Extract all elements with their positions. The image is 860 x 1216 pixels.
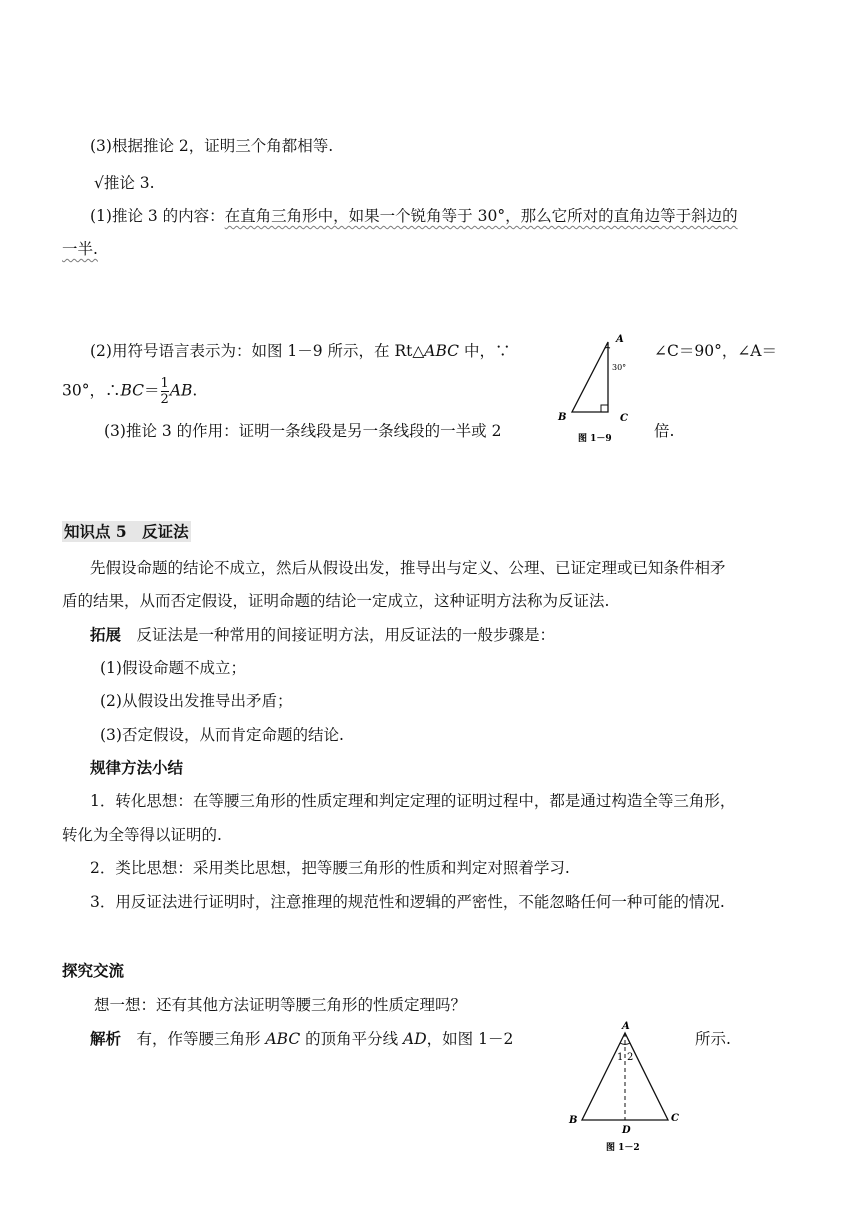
- fig12-label-a: A: [622, 1021, 630, 1032]
- equals-sign: ＝: [144, 381, 160, 400]
- definition-line-2: 盾的结果，从而否定假设，证明命题的结论一定成立，这种证明方法称为反证法.: [62, 592, 610, 610]
- fig19-caption: 图 1－9: [578, 434, 612, 444]
- extension-line: [90, 624, 555, 646]
- analysis-text-b: 的顶角平分线: [300, 1030, 404, 1048]
- extension-text: 反证法是一种常用的间接证明方法，用反证法的一般步骤是：: [121, 626, 556, 644]
- step-3: (3)否定假设，从而肯定命题的结论.: [100, 726, 344, 744]
- summary-2: 2．类比思想：采用类比思想，把等腰三角形的性质和判定对照着学习.: [90, 859, 570, 877]
- knowledge-point-5-heading: [62, 521, 191, 543]
- summary-3: 3．用反证法进行证明时，注意推理的规范性和逻辑的严密性，不能忽略任何一种可能的情况.: [90, 893, 725, 911]
- thirty-degrees: 30°，∴: [62, 381, 121, 400]
- frac-den: 2: [160, 392, 169, 407]
- fig19-angle-label: 30°: [612, 363, 627, 372]
- step-2: (2)从假设出发推导出矛盾；: [100, 692, 293, 710]
- symbol-text-a: (2)用符号语言表示为：如图 1－9 所示，在 Rt△: [90, 342, 425, 360]
- explore-question: 想一想：还有其他方法证明等腰三角形的性质定理吗？: [94, 996, 467, 1014]
- ab-label: AB: [169, 381, 193, 400]
- analysis-line: [90, 1028, 513, 1050]
- fig12-angle-2: 2: [627, 1052, 634, 1063]
- content-text: 在直角三角形中，如果一个锐角等于 30°，那么它所对的直角边等于斜边的: [224, 207, 738, 225]
- fig12-caption: 图 1－2: [606, 1143, 640, 1153]
- analysis-text-a: 有，作等腰三角形: [121, 1030, 266, 1048]
- frac-num: 1: [160, 376, 169, 391]
- fig12-angle-1: 1: [617, 1052, 624, 1063]
- item-3-text: (3)根据推论 2，证明三个角都相等.: [90, 137, 334, 155]
- explore-heading: 探究交流: [62, 961, 125, 980]
- definition-line-1: 先假设命题的结论不成立，然后从假设出发，推导出与定义、公理、已证定理或已知条件相矛: [90, 559, 726, 577]
- extension-label: 拓展: [90, 625, 122, 644]
- heading-text: 知识点 5 反证法: [64, 522, 189, 541]
- corollary-3-title: √推论 3.: [94, 174, 155, 192]
- period: .: [192, 381, 198, 400]
- summary-heading: 规律方法小结: [90, 758, 184, 777]
- corollary-3-role: (3)推论 3 的作用：证明一条线段是另一条线段的一半或 2: [104, 422, 502, 440]
- fig12-label-c: C: [671, 1113, 679, 1124]
- content-prefix: (1)推论 3 的内容：: [90, 207, 225, 225]
- symbol-abc: ABC: [424, 342, 460, 360]
- right-angle-mark: [601, 405, 608, 412]
- analysis-text-c: ，如图 1－2: [426, 1030, 514, 1048]
- symbol-language-line: [90, 340, 510, 362]
- content-cont: 一半.: [62, 240, 98, 258]
- fig12-label-b: B: [569, 1115, 578, 1126]
- fig19-label-b: B: [558, 412, 567, 423]
- analysis-abc: ABC: [265, 1030, 301, 1048]
- corollary-3-content-cont: [62, 238, 98, 260]
- corollary-3-role-tail: 倍.: [654, 422, 675, 440]
- analysis-label: 解析: [90, 1029, 122, 1048]
- angle-condition: ∠C＝90°，∠A＝: [654, 342, 778, 360]
- analysis-tail: 所示.: [695, 1030, 731, 1048]
- one-half-fraction: [161, 376, 169, 407]
- bc-label: BC: [120, 381, 145, 400]
- figure-1-2: [560, 1015, 690, 1160]
- conclusion-line: [62, 376, 197, 407]
- fig19-label-a: A: [616, 334, 624, 345]
- step-1: (1)假设命题不成立；: [100, 659, 246, 677]
- fig19-label-c: C: [620, 413, 628, 424]
- summary-1-line-2: 转化为全等得以证明的.: [62, 826, 222, 844]
- right-triangle-abc: [572, 342, 608, 412]
- symbol-text-b: 中，∵: [459, 342, 511, 360]
- figure-1-9: [550, 330, 650, 450]
- fig12-label-d: D: [622, 1125, 631, 1136]
- summary-1-line-1: 1．转化思想：在等腰三角形的性质定理和判定定理的证明过程中，都是通过构造全等三角形，: [90, 792, 736, 810]
- corollary-3-content: [90, 205, 738, 227]
- analysis-ad: AD: [403, 1030, 427, 1048]
